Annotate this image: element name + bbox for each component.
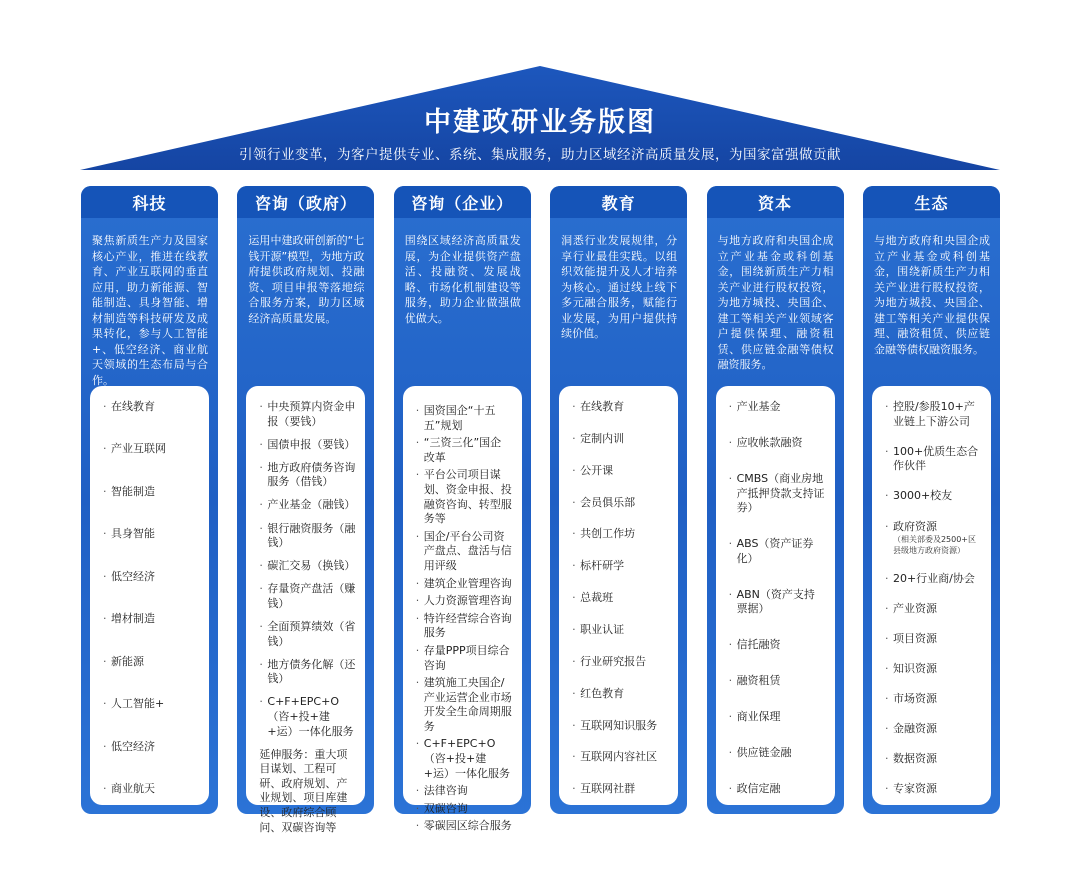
list-item: · 总裁班 bbox=[572, 591, 668, 606]
list-item: · 专家资源 bbox=[885, 782, 981, 797]
list-item: · 金融资源 bbox=[885, 722, 981, 737]
list-item: · 定制内训 bbox=[572, 432, 668, 447]
column-card bbox=[559, 386, 678, 805]
column-card bbox=[716, 386, 835, 805]
list-item-note: （相关部委及2500+区县级地方政府资源） bbox=[892, 535, 977, 556]
list-item: · 会员俱乐部 bbox=[572, 496, 668, 511]
list-item: · 增材制造 bbox=[103, 612, 199, 627]
list-item: · 产业基金（融钱） bbox=[259, 498, 355, 513]
column-title: 资本 bbox=[707, 186, 844, 218]
list-item: · 红色教育 bbox=[572, 687, 668, 702]
list-item: · 供应链金融 bbox=[729, 746, 825, 761]
list-item: · 应收帐款融资 bbox=[729, 436, 825, 451]
list-item: · ABN（资产支持票据） bbox=[729, 588, 825, 617]
column-title: 咨询（企业） bbox=[394, 186, 531, 218]
list-item: · 法律咨询 bbox=[416, 784, 512, 799]
list-item: · 中央预算内资金申报（要钱） bbox=[259, 400, 355, 429]
column-capital bbox=[707, 186, 844, 814]
column-description: 运用中建政研创新的“七钱开源”模型，为地方政府提供政府规划、投融资、项目申报等落地综合服务方案，助力区域经济高质量发展。 bbox=[248, 234, 365, 325]
list-item: · 双碳咨询 bbox=[416, 802, 512, 817]
list-item: · 地方债务化解（还钱） bbox=[259, 658, 355, 687]
list-item: · 碳汇交易（换钱） bbox=[259, 559, 355, 574]
list-item: · “三资三化”国企改革 bbox=[416, 436, 512, 465]
list-item: · 信托融资 bbox=[729, 638, 825, 653]
column-education bbox=[550, 186, 687, 814]
list-item: · 存量PPP项目综合咨询 bbox=[416, 644, 512, 673]
list-item: · 互联网内容社区 bbox=[572, 750, 668, 765]
business-columns bbox=[81, 186, 1000, 834]
column-tech bbox=[81, 186, 218, 814]
list-item: · 低空经济 bbox=[103, 740, 199, 755]
column-description: 聚焦新质生产力及国家核心产业，推进在线教育、产业互联网的垂直应用，助力新能源、智能制造、具身智能、增材制造等科技研发及成果转化，参与人工智能+、低空经济、商业航天领域的生态布局与合作。 bbox=[92, 234, 208, 386]
column-card bbox=[246, 386, 365, 834]
extended-services: 延伸服务：重大项目谋划、工程可研、政府规划、产业规划、项目库建设、政府综合顾问、双碳咨询等 bbox=[259, 747, 348, 834]
list-item: · 标杆研学 bbox=[572, 559, 668, 574]
column-card bbox=[90, 386, 209, 805]
list-item: · 国债申报（要钱） bbox=[259, 438, 355, 453]
column-consulting-gov bbox=[237, 186, 374, 834]
list-item: · 人力资源管理咨询 bbox=[416, 594, 512, 609]
list-item: · 政信定融 bbox=[729, 782, 825, 797]
list-item: · 知识资源 bbox=[885, 662, 981, 677]
list-item: · 全面预算绩效（省钱） bbox=[259, 620, 355, 649]
column-consulting-enterprise bbox=[394, 186, 531, 833]
list-item: · 共创工作坊 bbox=[572, 527, 668, 542]
list-item: · 平台公司项目谋划、资金申报、投融资咨询、转型服务等 bbox=[416, 468, 512, 526]
list-item: · 在线教育 bbox=[572, 400, 668, 415]
list-item: · 建筑施工央国企/产业运营企业市场开发全生命周期服务 bbox=[416, 676, 512, 734]
list-item: · 在线教育 bbox=[103, 400, 199, 415]
list-item: · 国资国企“十五五”规划 bbox=[416, 404, 512, 433]
list-item: · 商业航天 bbox=[103, 782, 199, 797]
list-item: · 100+优质生态合作伙伴 bbox=[885, 445, 981, 474]
list-item: · CMBS（商业房地产抵押贷款支持证券） bbox=[729, 472, 825, 516]
list-item: · 控股/参股10+产业链上下游公司 bbox=[885, 400, 981, 429]
list-item: · 具身智能 bbox=[103, 527, 199, 542]
list-item: · 产业基金 bbox=[729, 400, 825, 415]
list-item: · C+F+EPC+O（咨+投+建+运）一体化服务 bbox=[416, 737, 512, 781]
page-subtitle: 引领行业变革，为客户提供专业、系统、集成服务，助力区域经济高质量发展，为国家富强做贡献 bbox=[239, 147, 841, 163]
column-ecosystem bbox=[863, 186, 1000, 814]
list-item: · 产业互联网 bbox=[103, 442, 199, 457]
list-item: · ABS（资产证券化） bbox=[729, 537, 825, 566]
list-item: · 人工智能+ bbox=[103, 697, 199, 712]
list-item: · 互联网社群 bbox=[572, 782, 668, 797]
column-description: 与地方政府和央国企成立产业基金或科创基金，围绕新质生产力相关产业进行股权投资，为地方城投、央国企、建工等相关产业提供保理、融资租赁、供应链金融等债权融资服务。 bbox=[873, 234, 990, 356]
list-item: · 市场资源 bbox=[885, 692, 981, 707]
column-title: 咨询（政府） bbox=[237, 186, 374, 218]
list-item: · 建筑企业管理咨询 bbox=[416, 577, 512, 592]
list-item: · 存量资产盘活（赚钱） bbox=[259, 582, 355, 611]
list-item: · 智能制造 bbox=[103, 485, 199, 500]
column-card bbox=[872, 386, 991, 805]
list-item bbox=[885, 520, 981, 557]
list-item: · 新能源 bbox=[103, 655, 199, 670]
page-title: 中建政研业务版图 bbox=[424, 107, 656, 138]
list-item: · 零碳园区综合服务 bbox=[416, 819, 512, 834]
column-title: 科技 bbox=[81, 186, 218, 218]
column-description: 洞悉行业发展规律，分享行业最佳实践。以组织效能提升及人才培养为核心。通过线上线下多元融合服务，赋能行业发展，为用户提供持续价值。 bbox=[561, 234, 678, 340]
list-item: · 行业研究报告 bbox=[572, 655, 668, 670]
list-item: · 商业保理 bbox=[729, 710, 825, 725]
list-item: · C+F+EPC+O（咨+投+建+运）一体化服务 bbox=[259, 695, 355, 739]
list-item: · 3000+校友 bbox=[885, 489, 981, 504]
column-card bbox=[403, 386, 522, 833]
list-item: · 国企/平台公司资产盘点、盘活与信用评级 bbox=[416, 530, 512, 574]
list-item: · 低空经济 bbox=[103, 570, 199, 585]
list-item: · 20+行业商/协会 bbox=[885, 572, 981, 587]
list-item: · 银行融资服务（融钱） bbox=[259, 522, 355, 551]
list-item: · 特许经营综合咨询服务 bbox=[416, 612, 512, 641]
list-item: · 产业资源 bbox=[885, 602, 981, 617]
column-title: 教育 bbox=[550, 186, 687, 218]
list-item: · 项目资源 bbox=[885, 632, 981, 647]
column-description: 与地方政府和央国企成立产业基金或科创基金，围绕新质生产力相关产业进行股权投资，为地方城投、央国企、建工等相关产业领域客户提供保理、融资租赁、供应链金融等债权融资服务。 bbox=[717, 234, 834, 371]
list-item: · 公开课 bbox=[572, 464, 668, 479]
list-item-label: 政府资源 bbox=[892, 519, 937, 533]
column-title: 生态 bbox=[863, 186, 1000, 218]
list-item: · 地方政府债务咨询服务（借钱） bbox=[259, 461, 355, 490]
column-description: 围绕区域经济高质量发展，为企业提供资产盘活、投融资、发展战略、市场化机制建设等服务，助力企业做强做优做大。 bbox=[404, 234, 521, 325]
list-item: · 融资租赁 bbox=[729, 674, 825, 689]
list-item: · 数据资源 bbox=[885, 752, 981, 767]
list-item: · 职业认证 bbox=[572, 623, 668, 638]
list-item: · 互联网知识服务 bbox=[572, 719, 668, 734]
